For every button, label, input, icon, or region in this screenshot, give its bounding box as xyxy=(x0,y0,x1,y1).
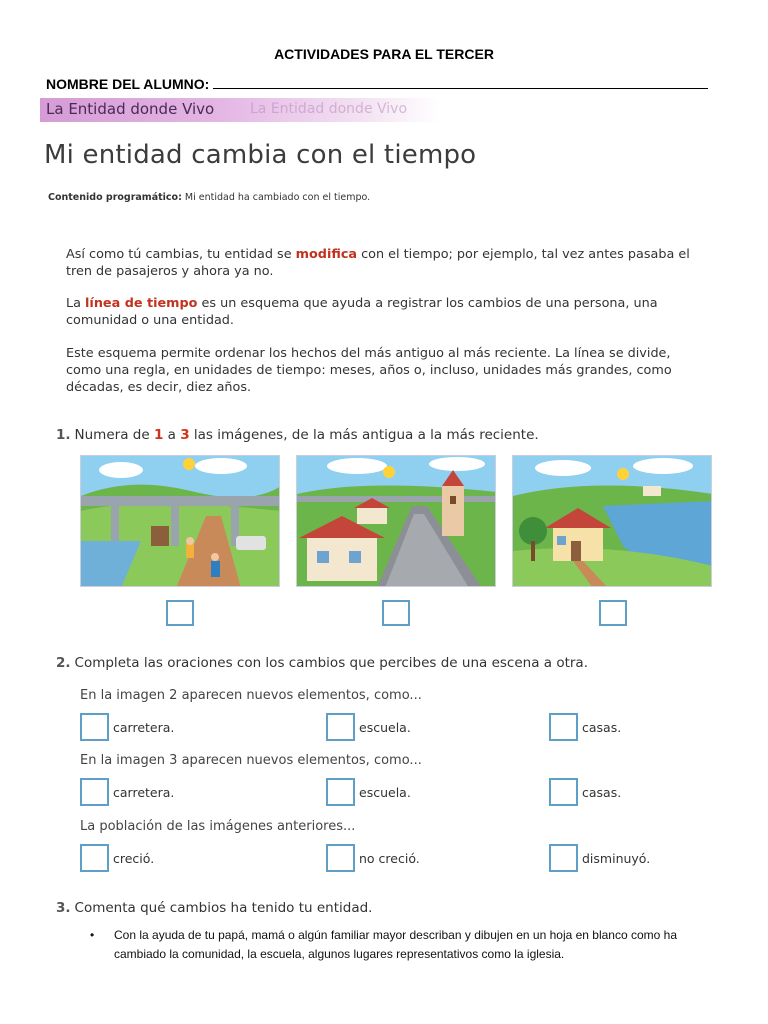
number-box-2[interactable] xyxy=(382,600,410,626)
option-label: casas. xyxy=(582,719,622,735)
checkbox[interactable] xyxy=(80,778,109,806)
q2-prompt-3: La población de las imágenes anteriores... xyxy=(80,819,356,834)
paragraph-1-text-b: con el tiempo; por ejemplo, tal vez antes pasaba el tren de pasajeros y ahora ya no. xyxy=(66,247,690,279)
checkbox[interactable] xyxy=(80,713,109,741)
scene-image-town xyxy=(296,455,496,587)
paragraph-1-text-a: Así como tú cambias, tu entidad se xyxy=(66,247,296,262)
scene-image-rural xyxy=(512,455,712,587)
option-label: escuela. xyxy=(359,719,411,735)
question-1-text-b: a xyxy=(163,427,181,443)
option-label: carretera. xyxy=(113,719,175,735)
q2-option-1-2[interactable] xyxy=(326,713,411,741)
scene-image-construction xyxy=(80,455,280,587)
keyword-linea-de-tiempo: línea de tiempo xyxy=(85,296,198,311)
checkbox[interactable] xyxy=(549,713,578,741)
paragraph-3: Este esquema permite ordenar los hechos del más antiguo al más reciente. La línea se divide, como una regla, en unidades de tiempo: meses, años o, incluso, unidades más grandes, como décadas, es decir, diez años. xyxy=(66,346,672,395)
number-box-1[interactable] xyxy=(166,600,194,626)
question-3-number: 3. xyxy=(56,900,71,916)
q2-option-3-3[interactable] xyxy=(549,844,650,872)
program-content xyxy=(48,192,370,203)
question-1-text-c: las imágenes, de la más antigua a la más reciente. xyxy=(189,427,539,443)
checkbox[interactable] xyxy=(549,778,578,806)
question-3-text: Comenta qué cambios ha tenido tu entidad. xyxy=(74,900,373,916)
bullet-icon: • xyxy=(90,928,95,942)
option-label: casas. xyxy=(582,784,622,800)
number-box-3[interactable] xyxy=(599,600,627,626)
checkbox[interactable] xyxy=(326,778,355,806)
student-name-blank[interactable] xyxy=(213,77,708,89)
paragraph-1 xyxy=(66,246,691,280)
section-banner xyxy=(40,98,440,122)
instruction-text: Con la ayuda de tu papá, mamá o algún familiar mayor describan y dibujen en un hoja en blanco como ha cambiado la comunidad, la escuela, algunos lugares representativos como la iglesia. xyxy=(114,928,678,961)
instruction-item xyxy=(90,926,720,964)
checkbox[interactable] xyxy=(326,713,355,741)
question-3 xyxy=(56,900,372,916)
checkbox[interactable] xyxy=(549,844,578,872)
q2-prompt-2: En la imagen 3 aparecen nuevos elementos, como... xyxy=(80,753,422,768)
section-banner-ghost: La Entidad donde Vivo xyxy=(250,101,408,117)
paragraph-2 xyxy=(66,295,691,329)
q2-option-1-1[interactable] xyxy=(80,713,174,741)
question-1 xyxy=(56,427,539,443)
checkbox[interactable] xyxy=(326,844,355,872)
q2-option-2-1[interactable] xyxy=(80,778,174,806)
q2-option-2-3[interactable] xyxy=(549,778,621,806)
question-2 xyxy=(56,655,588,671)
program-text: Mi entidad ha cambiado con el tiempo. xyxy=(184,192,371,203)
student-name-line xyxy=(46,76,726,92)
paragraph-2-text-b: es un esquema que ayuda a registrar los cambios de una persona, una comunidad o una entidad. xyxy=(66,296,658,328)
question-1-text-a: Numera de xyxy=(74,427,154,443)
section-banner-label: La Entidad donde Vivo xyxy=(46,100,215,118)
q2-option-3-1[interactable] xyxy=(80,844,154,872)
question-1-n2: 3 xyxy=(180,427,190,443)
option-label: no creció. xyxy=(359,850,420,866)
question-2-number: 2. xyxy=(56,655,71,671)
q2-option-1-3[interactable] xyxy=(549,713,621,741)
student-name-label: NOMBRE DEL ALUMNO: xyxy=(46,76,210,92)
option-label: creció. xyxy=(113,850,155,866)
program-label: Contenido programático: xyxy=(48,192,182,203)
keyword-modifica: modifica xyxy=(295,247,358,262)
checkbox[interactable] xyxy=(80,844,109,872)
option-label: carretera. xyxy=(113,784,175,800)
question-1-number: 1. xyxy=(56,427,71,443)
q2-option-3-2[interactable] xyxy=(326,844,420,872)
q2-option-2-2[interactable] xyxy=(326,778,411,806)
question-1-n1: 1 xyxy=(153,427,164,443)
question-2-text: Completa las oraciones con los cambios que percibes de una escena a otra. xyxy=(74,655,588,671)
lesson-title: Mi entidad cambia con el tiempo xyxy=(44,140,477,170)
option-label: disminuyó. xyxy=(582,850,651,866)
q2-prompt-1: En la imagen 2 aparecen nuevos elementos, como... xyxy=(80,688,422,703)
option-label: escuela. xyxy=(359,784,411,800)
page-title: ACTIVIDADES PARA EL TERCER xyxy=(274,46,494,62)
paragraph-2-text-a: La xyxy=(66,296,86,311)
